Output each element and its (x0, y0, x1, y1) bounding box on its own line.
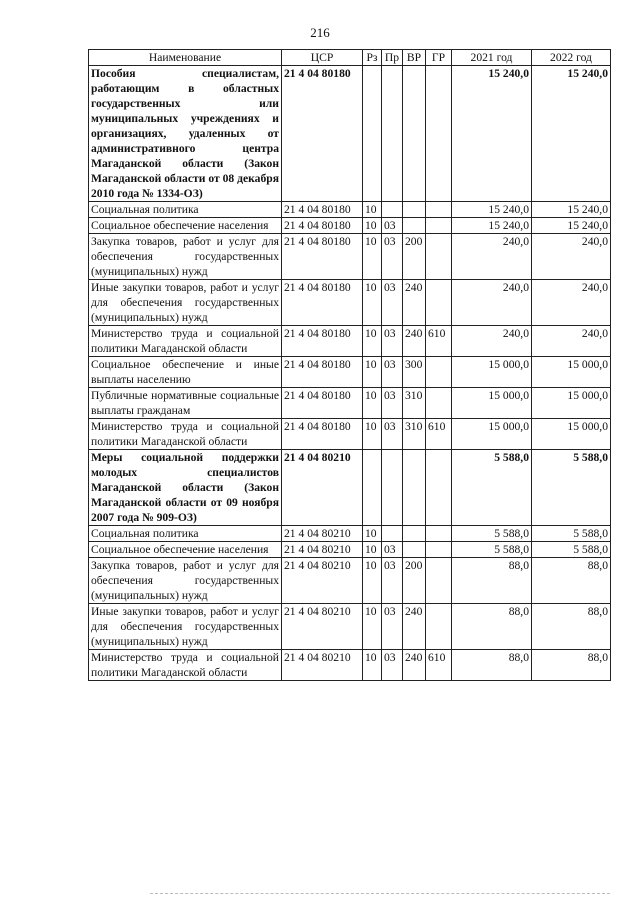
cell-gr (426, 202, 452, 218)
cell-pr (382, 202, 403, 218)
cell-2021: 5 588,0 (452, 450, 532, 526)
cell-rz: 10 (363, 326, 382, 357)
table-row (89, 388, 611, 419)
cell-gr (426, 542, 452, 558)
cell-csr: 21 4 04 80180 (282, 419, 363, 450)
table-row (89, 650, 611, 681)
table-row (89, 218, 611, 234)
cell-pr (382, 66, 403, 202)
cell-vr: 240 (403, 326, 426, 357)
cell-vr: 310 (403, 419, 426, 450)
cell-2022: 15 000,0 (532, 357, 611, 388)
cell-2022: 240,0 (532, 234, 611, 280)
cell-2022: 5 588,0 (532, 542, 611, 558)
cell-name: Иные закупки товаров, работ и услуг для обеспечения государственных (муниципальных) нужд (89, 280, 282, 326)
cell-2022: 5 588,0 (532, 450, 611, 526)
table-row (89, 66, 611, 202)
cell-2021: 15 000,0 (452, 419, 532, 450)
cell-pr: 03 (382, 280, 403, 326)
cell-name: Закупка товаров, работ и услуг для обеспечения государственных (муниципальных) нужд (89, 234, 282, 280)
table-row (89, 419, 611, 450)
cell-2021: 15 000,0 (452, 357, 532, 388)
cell-rz: 10 (363, 218, 382, 234)
cell-csr: 21 4 04 80210 (282, 604, 363, 650)
header-name: Наименование (89, 50, 282, 66)
table-row (89, 357, 611, 388)
cell-2022: 15 000,0 (532, 388, 611, 419)
cell-csr: 21 4 04 80180 (282, 357, 363, 388)
cell-csr: 21 4 04 80180 (282, 234, 363, 280)
cell-rz: 10 (363, 650, 382, 681)
header-vr: ВР (403, 50, 426, 66)
cell-vr: 300 (403, 357, 426, 388)
cell-csr: 21 4 04 80210 (282, 558, 363, 604)
cell-name: Социальная политика (89, 526, 282, 542)
cell-csr: 21 4 04 80180 (282, 218, 363, 234)
cell-2022: 240,0 (532, 326, 611, 357)
cell-gr (426, 234, 452, 280)
cell-2022: 15 240,0 (532, 218, 611, 234)
cell-csr: 21 4 04 80210 (282, 650, 363, 681)
cell-2021: 240,0 (452, 234, 532, 280)
table-row (89, 526, 611, 542)
header-rz: Рз (363, 50, 382, 66)
cell-name: Пособия специалистам, работающим в областных государственных или муниципальных учреждениях и организациях, удаленных от административного центра Магаданской области (Закон Магаданской области от 08 декабря 2010 года № 1334-ОЗ) (89, 66, 282, 202)
cell-vr (403, 202, 426, 218)
cell-name: Публичные нормативные социальные выплаты гражданам (89, 388, 282, 419)
cell-csr: 21 4 04 80180 (282, 66, 363, 202)
table-row (89, 558, 611, 604)
cell-2022: 15 000,0 (532, 419, 611, 450)
cell-pr: 03 (382, 234, 403, 280)
table-row (89, 326, 611, 357)
cell-pr: 03 (382, 542, 403, 558)
header-2021: 2021 год (452, 50, 532, 66)
cell-vr (403, 526, 426, 542)
budget-table (88, 49, 611, 681)
cell-csr: 21 4 04 80180 (282, 202, 363, 218)
page-number: 216 (310, 25, 330, 40)
cell-pr: 03 (382, 650, 403, 681)
cell-pr: 03 (382, 558, 403, 604)
cell-pr: 03 (382, 419, 403, 450)
header-csr: ЦСР (282, 50, 363, 66)
cell-gr (426, 388, 452, 419)
cell-vr: 240 (403, 650, 426, 681)
cell-rz: 10 (363, 202, 382, 218)
cell-csr: 21 4 04 80210 (282, 526, 363, 542)
table-row (89, 234, 611, 280)
cell-2022: 88,0 (532, 650, 611, 681)
cell-vr (403, 218, 426, 234)
cell-2021: 240,0 (452, 280, 532, 326)
table-body (89, 66, 611, 681)
cell-name: Министерство труда и социальной политики Магаданской области (89, 419, 282, 450)
cell-2022: 240,0 (532, 280, 611, 326)
cell-vr: 200 (403, 234, 426, 280)
cell-pr: 03 (382, 604, 403, 650)
cell-pr: 03 (382, 388, 403, 419)
cell-vr: 310 (403, 388, 426, 419)
cell-2021: 5 588,0 (452, 542, 532, 558)
cell-gr (426, 218, 452, 234)
cell-name: Министерство труда и социальной политики Магаданской области (89, 650, 282, 681)
cell-gr (426, 357, 452, 388)
cell-csr: 21 4 04 80210 (282, 450, 363, 526)
cell-rz: 10 (363, 419, 382, 450)
cell-2022: 15 240,0 (532, 202, 611, 218)
header-pr: Пр (382, 50, 403, 66)
table-header-row (89, 50, 611, 66)
cell-pr (382, 526, 403, 542)
cell-2022: 88,0 (532, 558, 611, 604)
cell-vr: 200 (403, 558, 426, 604)
cell-2021: 88,0 (452, 558, 532, 604)
cell-name: Социальное обеспечение населения (89, 218, 282, 234)
cell-2021: 15 240,0 (452, 66, 532, 202)
header-2022: 2022 год (532, 50, 611, 66)
cell-vr: 240 (403, 280, 426, 326)
table-row (89, 450, 611, 526)
cell-2021: 15 240,0 (452, 218, 532, 234)
cell-rz (363, 450, 382, 526)
cell-vr (403, 66, 426, 202)
cell-vr: 240 (403, 604, 426, 650)
cell-csr: 21 4 04 80180 (282, 280, 363, 326)
cell-2022: 5 588,0 (532, 526, 611, 542)
cell-gr (426, 526, 452, 542)
cell-2021: 15 000,0 (452, 388, 532, 419)
cell-gr: 610 (426, 650, 452, 681)
table-row (89, 280, 611, 326)
table-row (89, 604, 611, 650)
table-row (89, 542, 611, 558)
cell-rz: 10 (363, 526, 382, 542)
cell-rz: 10 (363, 280, 382, 326)
cell-gr (426, 450, 452, 526)
cell-csr: 21 4 04 80180 (282, 388, 363, 419)
cell-gr: 610 (426, 326, 452, 357)
cell-2021: 5 588,0 (452, 526, 532, 542)
cell-name: Социальная политика (89, 202, 282, 218)
cell-name: Министерство труда и социальной политики Магаданской области (89, 326, 282, 357)
cell-name: Меры социальной поддержки молодых специалистов Магаданской области (Закон Магаданской области от 09 ноября 2007 года № 909-ОЗ) (89, 450, 282, 526)
table-row (89, 202, 611, 218)
cell-csr: 21 4 04 80210 (282, 542, 363, 558)
cell-rz: 10 (363, 558, 382, 604)
cell-rz: 10 (363, 542, 382, 558)
cell-name: Социальное обеспечение и иные выплаты населению (89, 357, 282, 388)
header-gr: ГР (426, 50, 452, 66)
cell-gr (426, 558, 452, 604)
cell-csr: 21 4 04 80180 (282, 326, 363, 357)
cell-2021: 88,0 (452, 650, 532, 681)
cell-2021: 88,0 (452, 604, 532, 650)
cell-vr (403, 450, 426, 526)
cell-2022: 15 240,0 (532, 66, 611, 202)
cell-pr: 03 (382, 357, 403, 388)
cell-2021: 15 240,0 (452, 202, 532, 218)
cell-name: Социальное обеспечение населения (89, 542, 282, 558)
cell-rz: 10 (363, 388, 382, 419)
cell-gr (426, 66, 452, 202)
cell-name: Иные закупки товаров, работ и услуг для обеспечения государственных (муниципальных) нужд (89, 604, 282, 650)
cell-pr: 03 (382, 218, 403, 234)
cell-2022: 88,0 (532, 604, 611, 650)
cell-pr: 03 (382, 326, 403, 357)
cell-gr: 610 (426, 419, 452, 450)
cell-gr (426, 280, 452, 326)
cell-vr (403, 542, 426, 558)
cell-rz: 10 (363, 604, 382, 650)
cell-rz: 10 (363, 357, 382, 388)
cell-pr (382, 450, 403, 526)
bottom-divider (150, 893, 610, 894)
cell-gr (426, 604, 452, 650)
cell-rz: 10 (363, 234, 382, 280)
cell-rz (363, 66, 382, 202)
cell-2021: 240,0 (452, 326, 532, 357)
cell-name: Закупка товаров, работ и услуг для обеспечения государственных (муниципальных) нужд (89, 558, 282, 604)
